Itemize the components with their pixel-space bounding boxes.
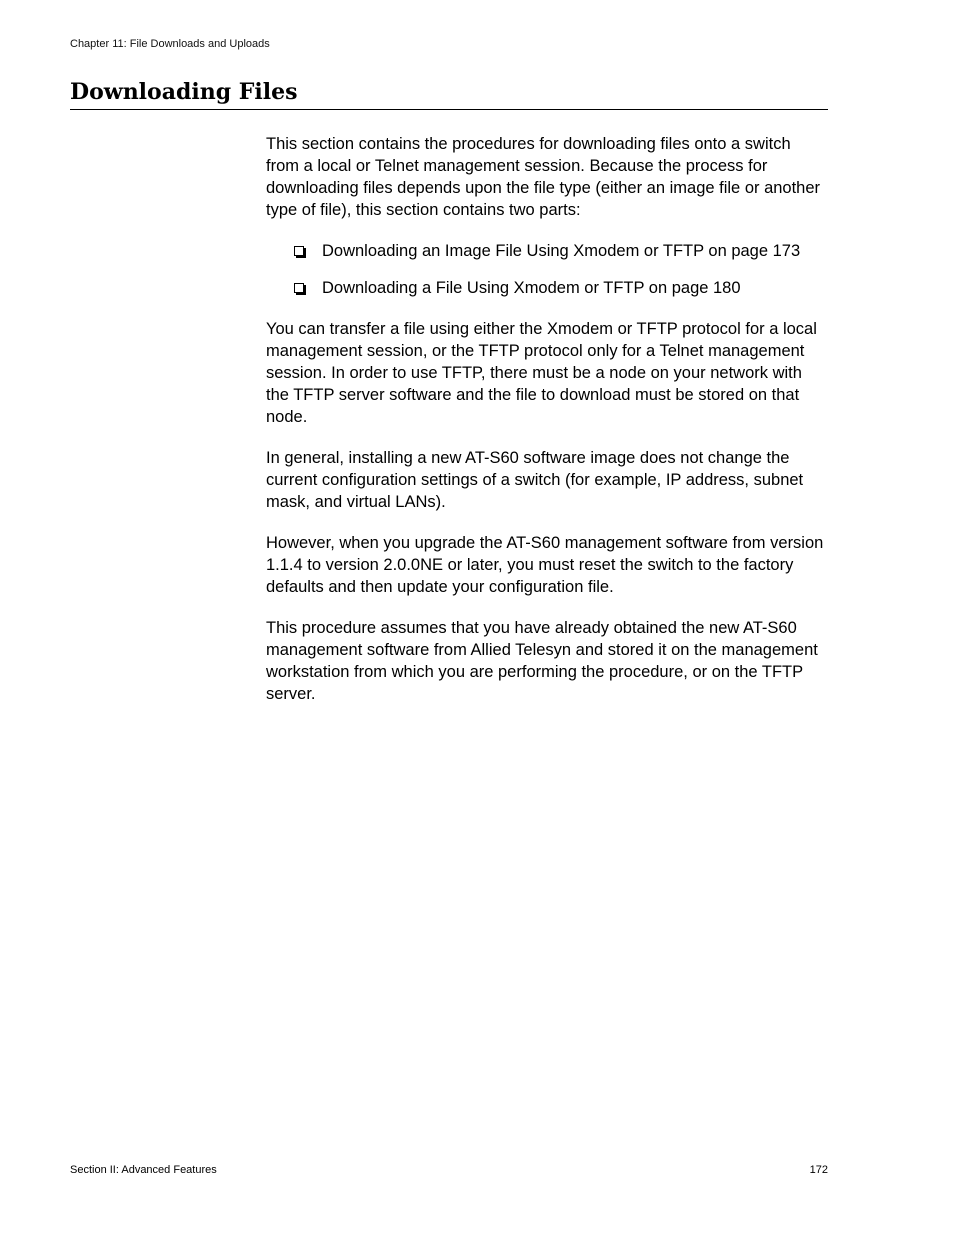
bullet-list — [266, 240, 828, 299]
section-title: Downloading Files — [70, 77, 828, 110]
paragraph-assumption: This procedure assumes that you have already obtained the new AT-S60 management software from Allied Telesyn and stored it on the management workstation from which you are performing the procedure, or on the TFTP server. — [266, 619, 818, 703]
bullet-item — [266, 240, 828, 262]
paragraph-upgrade: However, when you upgrade the AT-S60 management software from version 1.1.4 to version 2.0.0NE or later, you must reset the switch to the factory defaults and then update your configuration file. — [266, 534, 824, 596]
running-header: Chapter 11: File Downloads and Uploads — [70, 38, 270, 50]
paragraph-general: In general, installing a new AT-S60 software image does not change the current configuration settings of a switch (for example, IP address, subnet mask, and virtual LANs). — [266, 449, 804, 511]
checkbox-bullet-icon — [294, 283, 304, 293]
bullet-text[interactable]: Downloading a File Using Xmodem or TFTP on page 180 — [322, 279, 741, 297]
intro-paragraph: This section contains the procedures for downloading files onto a switch from a local or Telnet management session. Because the process for downloading files depends upon the file type (either an image file or another type of file), this section contains two parts: — [266, 135, 821, 219]
bullet-item — [266, 277, 828, 299]
paragraph-transfer: You can transfer a file using either the Xmodem or TFTP protocol for a local management session, or the TFTP protocol only for a Telnet management session. In order to use TFTP, there must be a node on your network with the TFTP server software and the file to download must be stored on that node. — [266, 320, 817, 426]
page-number: 172 — [809, 1164, 828, 1176]
bullet-text[interactable]: Downloading an Image File Using Xmodem or TFTP on page 173 — [322, 242, 801, 260]
checkbox-bullet-icon — [294, 246, 304, 256]
footer-section-label: Section II: Advanced Features — [70, 1164, 217, 1176]
main-content — [266, 133, 828, 724]
